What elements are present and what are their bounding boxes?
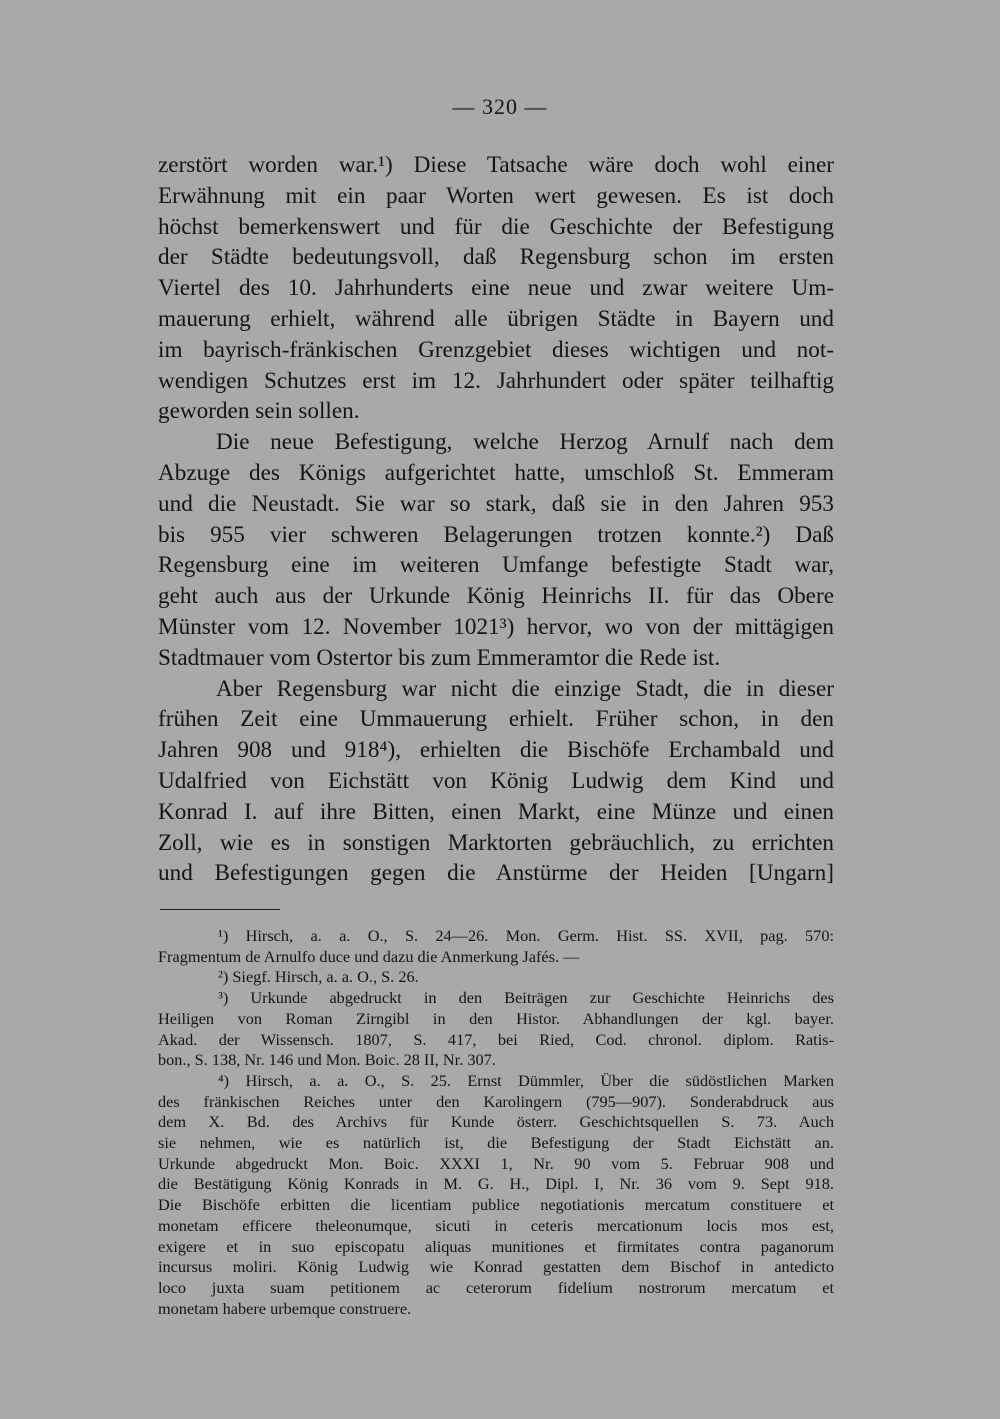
text-line: mauerung erhielt, während alle übrigen Städte in Bayern und [158,305,834,332]
text-line: geht auch aus der Urkunde König Heinrichs II. für das Obere [158,583,834,610]
text-line: wendigen Schutzes erst im 12. Jahrhundert oder später teilhaftig [158,367,834,394]
text-line: Münster vom 12. November 1021³) hervor, wo von der mittägigen [158,613,834,640]
page-number: — 320 — [452,94,548,119]
footnote-line: Urkunde abgedruckt Mon. Boic. XXXI 1, Nr. 90 vom 5. Februar 908 und [158,1153,834,1173]
text-line: im bayrisch-fränkischen Grenzgebiet dieses wichtigen und not- [158,336,834,363]
footnote-line: loco juxta suam petitionem ac ceterorum fidelium nostrorum mercatum et [158,1277,834,1297]
text-line: zerstört worden war.¹) Diese Tatsache wäre doch wohl einer [158,152,834,178]
footnote-line: Akad. der Wissensch. 1807, S. 417, bei Ried, Cod. chronol. diplom. Ratis- [158,1029,834,1049]
footnote-line: dem X. Bd. des Archivs für Kunde österr. Geschichtsquellen S. 73. Auch [158,1112,834,1132]
footnote-line: ¹) Hirsch, a. a. O., S. 24—26. Mon. Germ. Hist. SS. XVII, pag. 570: [218,926,834,945]
text-line: Die neue Befestigung, welche Herzog Arnulf nach dem [216,429,834,456]
text-line: Aber Regensburg war nicht die einzige Stadt, die in dieser [216,675,834,702]
footnote-line: exigere et in suo episcopatu aliquas munitiones et firmitates contra paganorum [158,1236,834,1256]
footnote-line: Heiligen von Roman Zirngibl in den Histor. Abhandlungen der kgl. bayer. [158,1008,834,1028]
footnote-line: bon., S. 138, Nr. 146 und Mon. Boic. 28 II, Nr. 307. [158,1050,496,1070]
footnote-line: monetam habere urbemque construere. [158,1298,412,1318]
text-line: Stadtmauer vom Ostertor bis zum Emmeramtor die Rede ist. [158,644,721,671]
text-line: geworden sein sollen. [158,398,360,425]
text-line: Zoll, wie es in sonstigen Marktorten gebräuchlich, zu errichten [158,829,834,856]
text-line: Udalfried von Eichstätt von König Ludwig dem Kind und [158,767,834,794]
text-line: Viertel des 10. Jahrhunderts eine neue und zwar weitere Um- [158,275,834,302]
body-text [158,150,834,889]
footnote-line: ³) Urkunde abgedruckt in den Beiträgen zur Geschichte Heinrichs des [218,988,834,1008]
text-line: und die Neustadt. Sie war so stark, daß sie in den Jahren 953 [158,490,834,517]
footnote-line: ²) Siegf. Hirsch, a. a. O., S. 26. [218,967,419,987]
text-line: Konrad I. auf ihre Bitten, einen Markt, eine Münze und einen [158,798,834,825]
text-line: und Befestigungen gegen die Anstürme der Heiden [Ungarn] [158,860,834,887]
footnote-line: des fränkischen Reiches unter den Karolingern (795—907). Sonderabdruck aus [158,1091,834,1111]
footnote-line: ⁴) Hirsch, a. a. O., S. 25. Ernst Dümmler, Über die südöstlichen Marken [218,1070,834,1090]
footnote-line: monetam efficere theleonumque, sicuti in ceteris mercationum locis mos est, [158,1215,834,1235]
text-line: der Städte bedeutungsvoll, daß Regensburg schon im ersten [158,244,834,271]
footnote-line: die Bestätigung König Konrads in M. G. H., Dipl. I, Nr. 36 vom 9. Sept 918. [158,1174,834,1194]
text-line: Erwähnung mit ein paar Worten wert gewesen. Es ist doch [158,182,834,209]
footnote-line: sie nehmen, wie es natürlich ist, die Befestigung der Stadt Eichstätt an. [158,1133,834,1153]
footnote-line: Fragmentum de Arnulfo duce und dazu die Anmerkung Jafés. — [158,946,580,966]
footnotes [158,926,834,1319]
text-line: Abzuge des Königs aufgerichtet hatte, umschloß St. Emmeram [158,459,834,486]
footnote-line: Die Bischöfe erbitten die licentiam publice negotiationis mercatum constituere et [158,1195,834,1215]
footnote-line: incursus moliri. König Ludwig wie Konrad gestatten dem Bischof in antedicto [158,1257,834,1277]
text-line: bis 955 vier schweren Belagerungen trotzen konnte.²) Daß [158,521,834,548]
text-line: höchst bemerkenswert und für die Geschichte der Befestigung [158,213,834,240]
text-line: Jahren 908 und 918⁴), erhielten die Bischöfe Erchambald und [158,737,834,764]
text-line: frühen Zeit eine Ummauerung erhielt. Früher schon, in den [158,706,834,733]
footnote-divider [160,909,280,910]
text-line: Regensburg eine im weiteren Umfange befestigte Stadt war, [158,552,834,579]
